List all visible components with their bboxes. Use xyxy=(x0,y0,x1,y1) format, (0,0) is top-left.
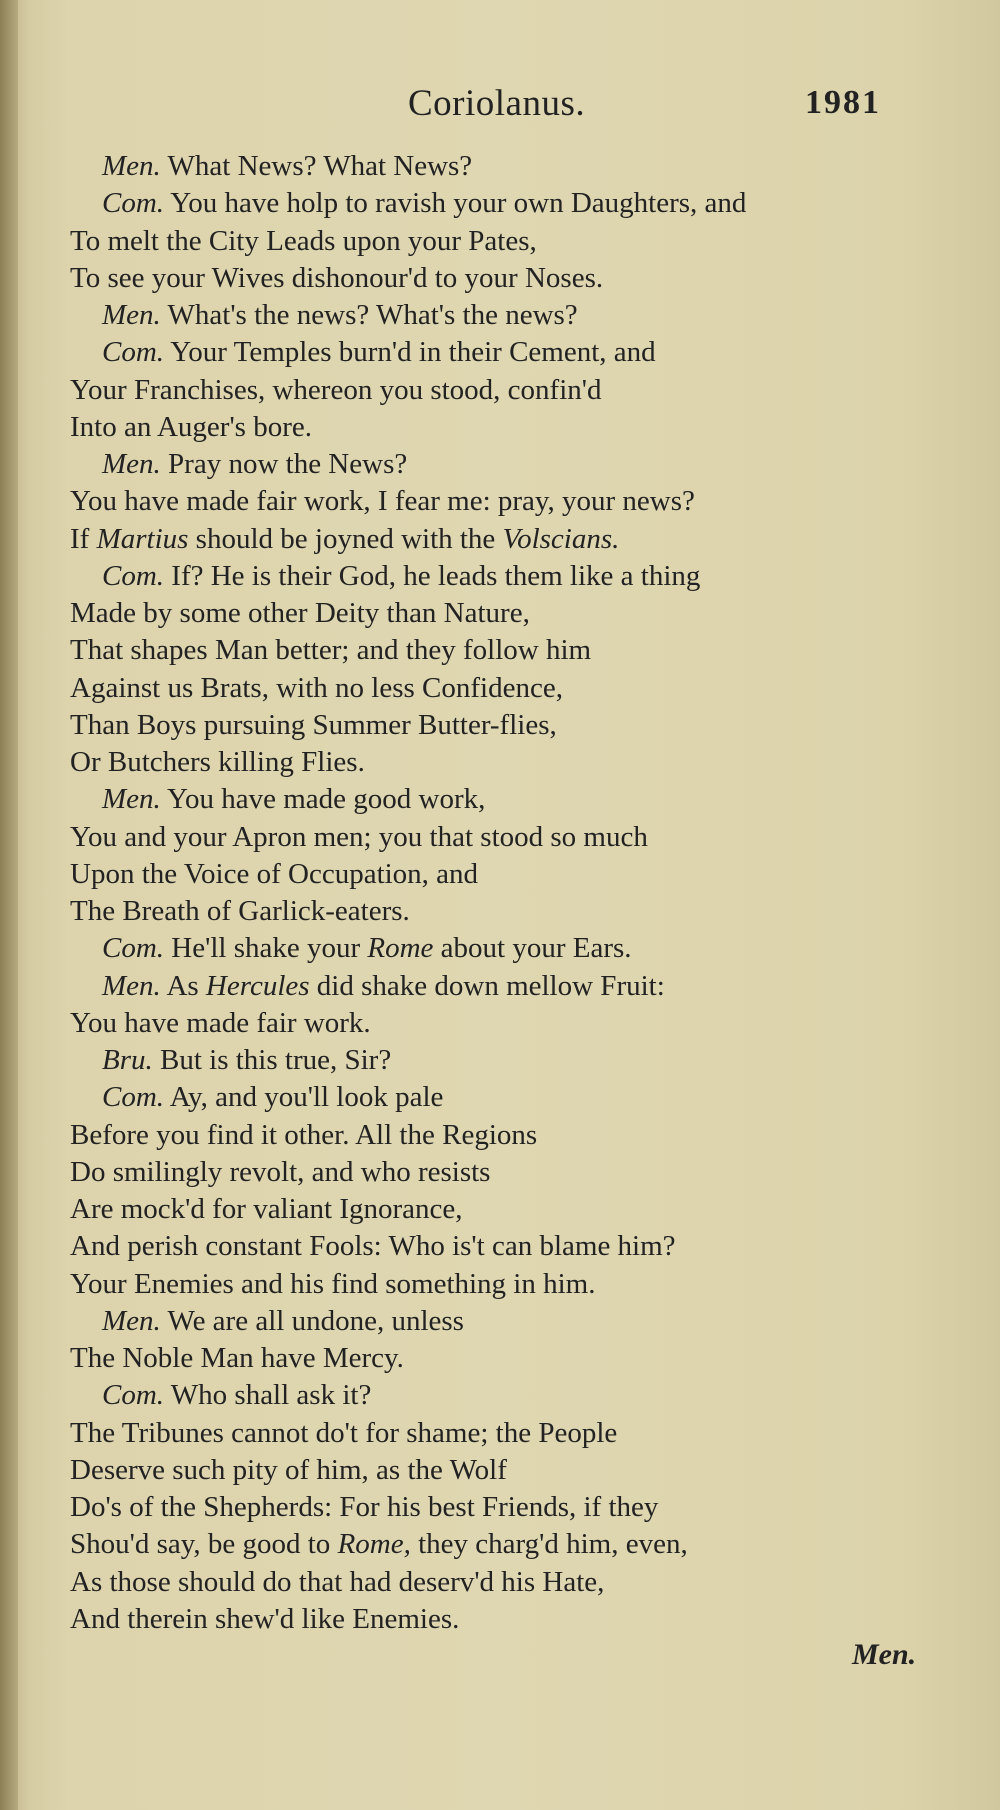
italic-text: Volscians. xyxy=(502,522,620,555)
verse-text: Against us Brats, with no less Confidence, xyxy=(70,671,563,704)
speaker-label: Com. xyxy=(102,336,165,369)
verse-text: Do smilingly revolt, and who resists xyxy=(70,1155,491,1188)
verse-line xyxy=(70,1005,950,1042)
verse-line xyxy=(70,1564,950,1601)
page-gutter-shadow xyxy=(0,0,18,1810)
verse-text: Into an Auger's bore. xyxy=(70,410,312,443)
verse-text: As xyxy=(166,969,206,1002)
verse-line xyxy=(70,819,950,856)
verse-text: To melt the City Leads upon your Pates, xyxy=(70,224,537,257)
verse-line xyxy=(70,260,950,297)
catchword: Men. xyxy=(852,1638,917,1671)
verse-line xyxy=(70,483,950,520)
verse-text: Are mock'd for valiant Ignorance, xyxy=(70,1193,463,1225)
verse-line xyxy=(70,185,950,222)
verse-line xyxy=(70,744,950,781)
verse-line xyxy=(70,372,950,409)
verse-text: To see your Wives dishonour'd to your Noses. xyxy=(70,261,604,294)
verse-text: Made by some other Deity than Nature, xyxy=(70,597,530,629)
verse-line xyxy=(70,334,950,371)
verse-text: You and your Apron men; you that stood so much xyxy=(70,820,648,853)
verse-text: That shapes Man better; and they follow him xyxy=(70,634,592,667)
speaker-label: Com. xyxy=(102,187,165,220)
verse-line xyxy=(70,1154,950,1191)
verse-line xyxy=(70,781,950,818)
verse-text: Your Franchises, whereon you stood, confin'd xyxy=(70,373,602,406)
verse-line xyxy=(70,930,950,967)
verse-line xyxy=(70,297,950,334)
verse-line xyxy=(70,446,950,483)
verse-line xyxy=(70,1191,950,1228)
verse-text: should be joyned with the xyxy=(188,522,503,555)
italic-text: Rome, xyxy=(337,1528,411,1561)
running-title: Coriolanus. xyxy=(408,83,586,124)
speaker-label: Com. xyxy=(102,1379,165,1412)
verse-line xyxy=(70,707,950,744)
verse-text: What's the news? What's the news? xyxy=(167,299,578,331)
verse-line xyxy=(70,558,950,595)
verse-text: If? He is their God, he leads them like a thing xyxy=(171,559,701,592)
verse-line xyxy=(70,632,950,669)
verse-text: If xyxy=(70,522,97,555)
verse-line xyxy=(70,670,950,707)
verse-text: about your Ears. xyxy=(433,932,632,965)
verse-line xyxy=(70,1489,950,1526)
verse-text: And perish constant Fools: Who is't can blame him? xyxy=(70,1230,676,1263)
verse-text: And therein shew'd like Enemies. xyxy=(70,1602,460,1635)
verse-text: Deserve such pity of him, as the Wolf xyxy=(70,1453,507,1486)
running-header xyxy=(0,82,1000,132)
verse-text: You have holp to ravish your own Daughters, and xyxy=(170,187,747,220)
speaker-label: Com. xyxy=(102,1081,165,1114)
verse-line xyxy=(70,1042,950,1079)
verse-text: The Breath of Garlick-eaters. xyxy=(70,895,410,927)
italic-text: Martius xyxy=(96,522,189,555)
verse-line xyxy=(70,1079,950,1116)
verse-line xyxy=(70,1415,950,1452)
verse-line xyxy=(70,1266,950,1303)
verse-text: We are all undone, unless xyxy=(167,1304,464,1337)
verse-text: As those should do that had deserv'd his Hate, xyxy=(70,1565,605,1598)
verse-text: did shake down mellow Fruit: xyxy=(309,969,665,1002)
verse-line xyxy=(70,1377,950,1414)
verse-text: Your Enemies and his find something in him. xyxy=(70,1267,596,1300)
speaker-label: Men. xyxy=(102,448,161,480)
verse-line xyxy=(70,1340,950,1377)
verse-line xyxy=(70,409,950,446)
play-text xyxy=(70,148,950,1638)
speaker-label: Com. xyxy=(102,559,165,592)
verse-text: But is this true, Sir? xyxy=(160,1044,392,1076)
verse-text: The Noble Man have Mercy. xyxy=(70,1342,404,1374)
verse-line xyxy=(70,521,950,558)
verse-line xyxy=(70,595,950,632)
italic-text: Hercules xyxy=(205,969,310,1002)
verse-text: Who shall ask it? xyxy=(170,1379,372,1412)
verse-text: they charg'd him, even, xyxy=(410,1528,688,1561)
speaker-label: Bru. xyxy=(102,1044,153,1076)
speaker-label: Com. xyxy=(102,932,165,965)
verse-line xyxy=(70,223,950,260)
verse-line xyxy=(70,1601,950,1638)
verse-text: What News? What News? xyxy=(167,150,473,182)
verse-text: You have made good work, xyxy=(166,783,486,816)
speaker-label: Men. xyxy=(102,969,161,1002)
speaker-label: Men. xyxy=(102,783,161,816)
verse-text: Your Temples burn'd in their Cement, and xyxy=(170,336,656,369)
verse-line xyxy=(70,1526,950,1563)
speaker-label: Men. xyxy=(102,1304,161,1337)
page-number: 1981 xyxy=(805,84,881,121)
verse-line xyxy=(70,1303,950,1340)
verse-line xyxy=(70,893,950,930)
italic-text: Rome xyxy=(367,932,434,965)
verse-text: Or Butchers killing Flies. xyxy=(70,746,365,778)
verse-text: Do's of the Shepherds: For his best Friends, if they xyxy=(70,1491,659,1523)
verse-text: Before you find it other. All the Regions xyxy=(70,1118,538,1151)
speaker-label: Men. xyxy=(102,299,161,331)
verse-line xyxy=(70,148,950,185)
verse-text: You have made fair work. xyxy=(70,1006,371,1039)
verse-line xyxy=(70,856,950,893)
verse-line xyxy=(70,1117,950,1154)
verse-text: Shou'd say, be good to xyxy=(70,1528,338,1561)
verse-text: Upon the Voice of Occupation, and xyxy=(70,857,479,890)
verse-text: You have made fair work, I fear me: pray, your news? xyxy=(70,485,695,518)
verse-text: Pray now the News? xyxy=(168,448,408,480)
verse-text: He'll shake your xyxy=(171,932,368,965)
verse-line xyxy=(70,1452,950,1489)
verse-text: Ay, and you'll look pale xyxy=(169,1081,444,1114)
verse-line xyxy=(70,1228,950,1265)
verse-text: The Tribunes cannot do't for shame; the People xyxy=(70,1416,618,1449)
speaker-label: Men. xyxy=(102,150,161,182)
verse-line xyxy=(70,968,950,1005)
verse-text: Than Boys pursuing Summer Butter-flies, xyxy=(70,708,557,741)
